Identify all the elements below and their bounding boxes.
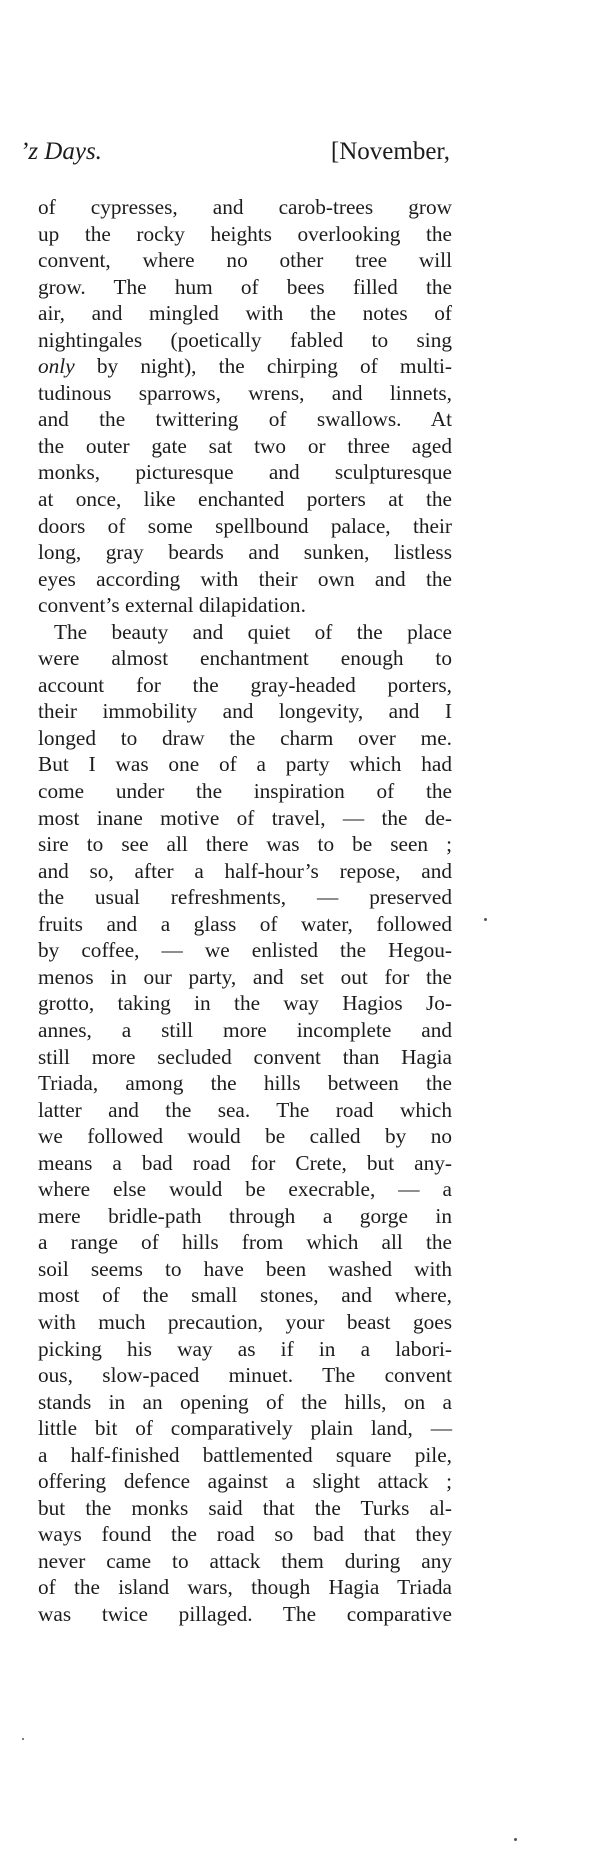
text-line: sire to see all there was to be seen ; xyxy=(38,832,452,857)
text-line: of the island wars, though Hagia Triada xyxy=(38,1575,452,1600)
text-line: ous, slow-paced minuet. The convent xyxy=(38,1363,452,1388)
text-line: latter and the sea. The road which xyxy=(38,1097,452,1122)
text-line: grotto, taking in the way Hagios Jo- xyxy=(38,991,452,1016)
text-line: picking his way as if in a labori- xyxy=(38,1336,452,1361)
text-line: a range of hills from which all the xyxy=(38,1230,452,1255)
text-line: convent, where no other tree will xyxy=(38,248,452,273)
text-line: but the monks said that the Turks al- xyxy=(38,1495,452,1520)
text-line: come under the inspiration of the xyxy=(38,779,452,804)
text-line: Triada, among the hills between the xyxy=(38,1071,452,1096)
text-line: fruits and a glass of water, followed xyxy=(38,911,452,936)
text-line: The beauty and quiet of the place xyxy=(54,619,452,644)
text-line: menos in our party, and set out for the xyxy=(38,964,452,989)
body-text xyxy=(38,194,452,1628)
text-line: ways found the road so bad that they xyxy=(38,1522,452,1547)
text-line: we followed would be called by no xyxy=(38,1124,452,1149)
text-line: account for the gray-headed porters, xyxy=(38,672,452,697)
text-line: doors of some spellbound palace, their xyxy=(38,513,452,538)
text-line: a half-finished battlemented square pile, xyxy=(38,1442,452,1467)
text-line: with much precaution, your beast goes xyxy=(38,1309,452,1334)
text-line: and so, after a half-hour’s repose, and xyxy=(38,858,452,883)
text-line: up the rocky heights overlooking the xyxy=(38,221,452,246)
text-line: and the twittering of swallows. At xyxy=(38,407,452,432)
text-line: annes, a still more incomplete and xyxy=(38,1017,452,1042)
text-line: where else would be execrable, — a xyxy=(38,1177,452,1202)
running-title: ’z Days. xyxy=(20,138,102,165)
text-line: nightingales (poetically fabled to sing xyxy=(38,327,452,352)
running-header xyxy=(20,138,450,172)
text-line: But I was one of a party which had xyxy=(38,752,452,777)
text-line: most of the small stones, and where, xyxy=(38,1283,452,1308)
print-speck xyxy=(22,1738,24,1740)
text-line: by coffee, — we enlisted the Hegou- xyxy=(38,938,452,963)
header-month: [November, xyxy=(330,138,450,165)
text-line: means a bad road for Crete, but any- xyxy=(38,1150,452,1175)
paragraph xyxy=(38,194,452,619)
text-line: offering defence against a slight attack ; xyxy=(38,1469,452,1494)
text-line: never came to attack them during any xyxy=(38,1548,452,1573)
text-line: convent’s external dilapidation. xyxy=(38,593,306,618)
text-line: eyes according with their own and the xyxy=(38,566,452,591)
text-line: little bit of comparatively plain land, — xyxy=(38,1416,452,1441)
text-line: longed to draw the charm over me. xyxy=(38,725,452,750)
text-line: still more secluded convent than Hagia xyxy=(38,1044,452,1069)
text-line: long, gray beards and sunken, listless xyxy=(38,540,452,565)
text-line: the outer gate sat two or three aged xyxy=(38,433,452,458)
text-line: air, and mingled with the notes of xyxy=(38,301,452,326)
emphasis: only xyxy=(38,354,75,379)
text-line: the usual refreshments, — preserved xyxy=(38,885,452,910)
text-line: was twice pillaged. The comparative xyxy=(38,1601,452,1626)
text-line: were almost enchantment enough to xyxy=(38,646,452,671)
text-line: only by night), the chirping of multi- xyxy=(38,354,452,379)
text-line: monks, picturesque and sculpturesque xyxy=(38,460,452,485)
text-line: of cypresses, and carob-trees grow xyxy=(38,195,452,219)
text-line: stands in an opening of the hills, on a xyxy=(38,1389,452,1414)
text-line: grow. The hum of bees filled the xyxy=(38,274,452,299)
text-line: at once, like enchanted porters at the xyxy=(38,487,452,512)
print-speck xyxy=(514,1838,517,1841)
text-line: soil seems to have been washed with xyxy=(38,1256,452,1281)
text-line: tudinous sparrows, wrens, and linnets, xyxy=(38,380,452,405)
text-line: mere bridle-path through a gorge in xyxy=(38,1203,452,1228)
text-line: most inane motive of travel, — the de- xyxy=(38,805,452,830)
print-speck xyxy=(484,918,487,921)
paragraph xyxy=(38,619,452,1628)
text-line: their immobility and longevity, and I xyxy=(38,699,452,724)
